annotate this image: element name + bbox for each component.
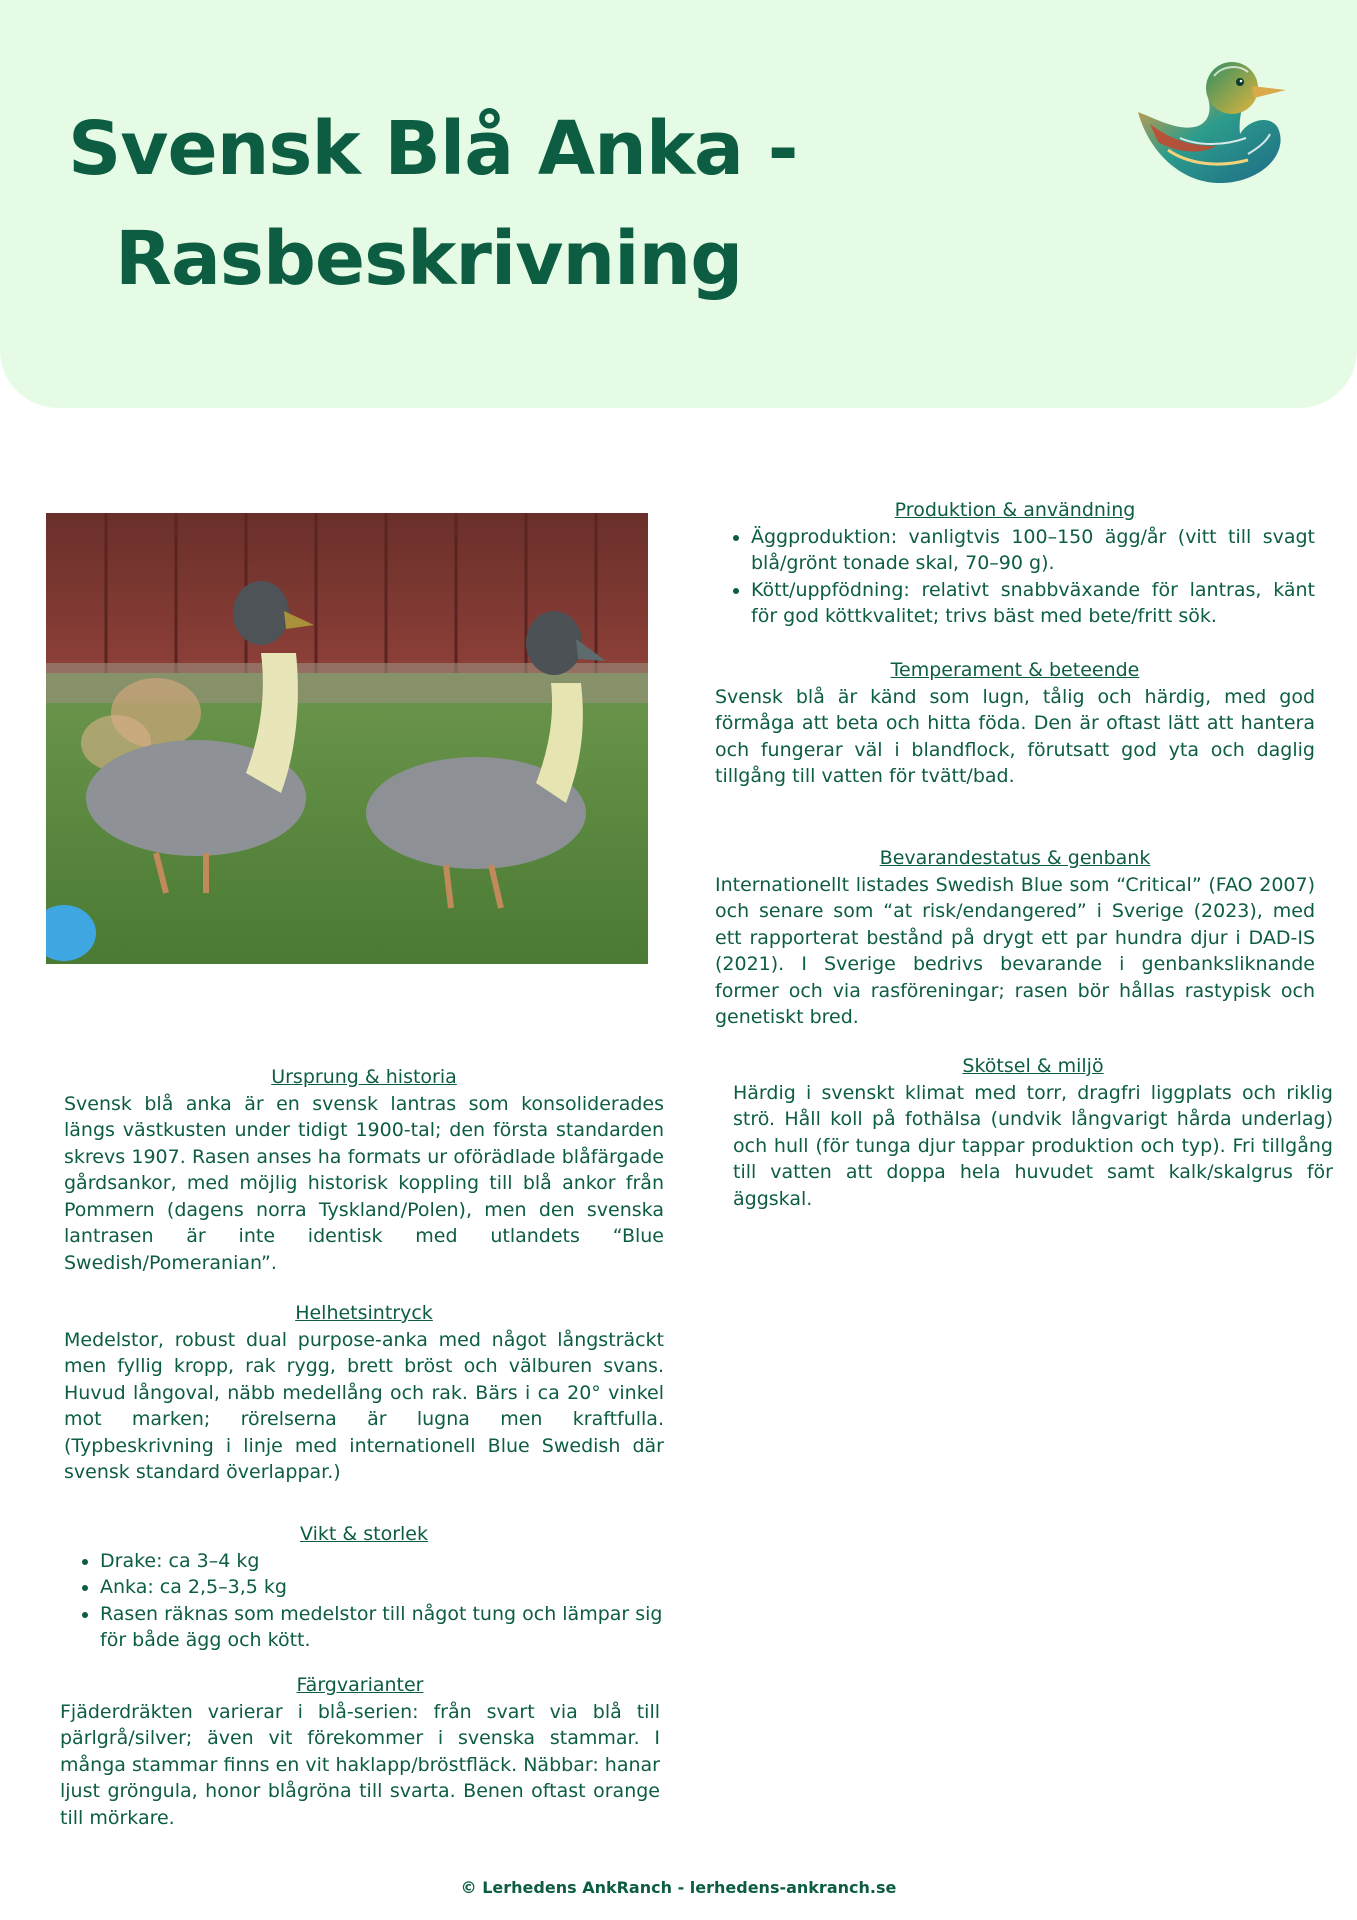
list-item: • Kött/uppfödning: relativt snabbväxande för lantras, känt för god köttkvalitet; trivs bäst med bete/fritt sök.	[751, 577, 1315, 630]
section-heading-ursprung: Ursprung & historia	[271, 1066, 457, 1088]
section-heading-skotsel: Skötsel & miljö	[962, 1055, 1104, 1077]
section-text-temperament: Svensk blå är känd som lugn, tålig och härdig, med god förmåga att beta och hitta föda. Den är oftast lätt att hantera och fungerar väl i blandflock, förutsatt god yta och daglig tillgång till vatten för tvätt/bad.	[715, 685, 1315, 787]
section-vikt	[64, 1521, 664, 1654]
section-heading-temperament: Temperament & beteende	[890, 659, 1140, 681]
page-title-line-1: Svensk Blå Anka -	[68, 106, 798, 192]
section-temperament	[715, 657, 1315, 790]
section-produktion	[715, 497, 1315, 630]
section-farg	[60, 1672, 660, 1831]
section-text-ursprung: Svensk blå anka är en svensk lantras som konsoliderades längs västkusten under tidigt 1900-tal; den första standarden skrevs 1907. Rasen anses ha formats ur oförädlade blåfärgade gårdsankor, med möjlig historisk koppling till blå ankor från Pommern (dagens norra Tyskland/Polen), men den svenska lantrasen är inte identisk med utlandets “Blue Swedish/Pomeranian”.	[64, 1092, 664, 1274]
section-heading-produktion: Produktion & användning	[894, 499, 1136, 521]
section-text-skotsel: Härdig i svenskt klimat med torr, dragfri liggplats och riklig strö. Håll koll på fothälsa (undvik långvarigt hårda underlag) och hull (för tunga djur tappar produktion och typ). Fri tillgång till vatten att doppa hela huvudet samt kalk/skalgrus för äggskal.	[733, 1081, 1333, 1210]
list-item: • Rasen räknas som medelstor till något tung och lämpar sig för både ägg och kött.	[100, 1601, 664, 1654]
section-skotsel	[733, 1053, 1333, 1212]
section-heading-vikt: Vikt & storlek	[300, 1523, 428, 1545]
duck-photo	[46, 513, 648, 964]
page-title-line-2: Rasbeskrivning	[115, 216, 743, 302]
produktion-list	[715, 524, 1315, 630]
vikt-list	[64, 1548, 664, 1654]
section-text-farg: Fjäderdräkten varierar i blå-serien: från svart via blå till pärlgrå/silver; även vit förekommer i svenska stammar. I många stammar finns en vit haklapp/bröstfläck. Näbbar: hanar ljust gröngula, honor blågröna till svarta. Benen oftast orange till mörkare.	[60, 1700, 660, 1829]
list-item: • Äggproduktion: vanligtvis 100–150 ägg/år (vitt till svagt blå/grönt tonade skal, 70–90 g).	[751, 524, 1315, 577]
section-text-helhet: Medelstor, robust dual purpose-anka med något långsträckt men fyllig kropp, rak rygg, brett bröst och välburen svans. Huvud långoval, näbb medellång och rak. Bärs i ca 20° vinkel mot marken; rörelserna är lugna men kraftfulla. (Typbeskrivning i linje med internationell Blue Swedish där svensk standard överlappar.)	[64, 1328, 664, 1483]
section-heading-bevarande: Bevarandestatus & genbank	[879, 847, 1151, 869]
list-item: • Drake: ca 3–4 kg	[100, 1548, 664, 1575]
section-text-bevarande: Internationellt listades Swedish Blue som “Critical” (FAO 2007) och senare som “at risk/endangered” i Sverige (2023), med ett rapporterat bestånd på drygt ett par hundra djur i DAD-IS (2021). I Sverige bedrivs bevarande i genbanksliknande former och via rasföreningar; rasen bör hållas rastypisk och genetiskt bred.	[715, 873, 1315, 1028]
section-bevarande	[715, 845, 1315, 1031]
duck-logo-icon	[1128, 50, 1298, 200]
section-heading-helhet: Helhetsintryck	[295, 1302, 433, 1324]
section-heading-farg: Färgvarianter	[296, 1674, 424, 1696]
footer: © Lerhedens AnkRanch - lerhedens-ankranch.se	[460, 1878, 897, 1897]
section-ursprung	[64, 1064, 664, 1276]
section-helhet	[64, 1300, 664, 1486]
list-item: • Anka: ca 2,5–3,5 kg	[100, 1574, 664, 1601]
